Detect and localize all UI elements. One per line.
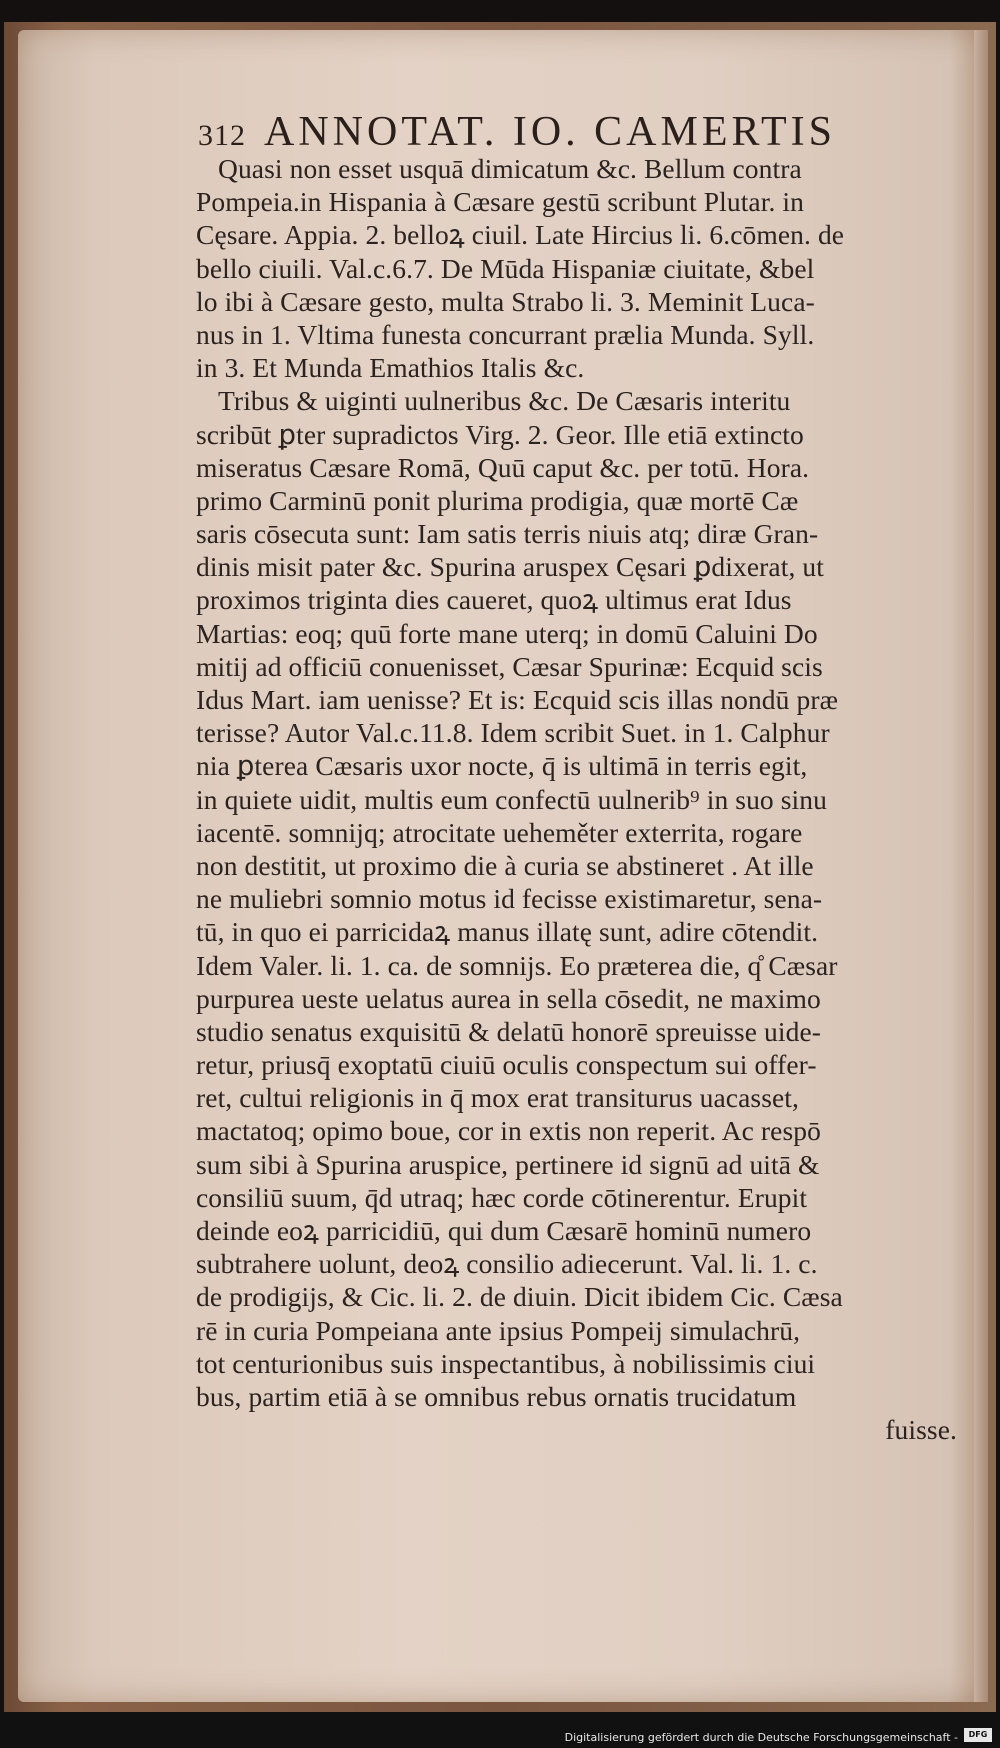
text-line: in 3. Et Munda Emathios Italis &c. <box>196 352 585 384</box>
text-line: terisse? Autor Val.c.11.8. Idem scribit Suet. in 1. Calphur <box>196 717 830 749</box>
text-line: ne muliebri somnio motus id fecisse existimaretur, sena- <box>196 883 823 915</box>
text-line: Idem Valer. li. 1. ca. de somnijs. Eo præterea die, q̊ Cæsar <box>196 949 838 981</box>
text-line: mactatoq; opimo boue, cor in extis non reperit. Ac respō <box>196 1115 821 1147</box>
digitization-footer <box>0 1712 1000 1748</box>
text-line: primo Carminū ponit plurima prodigia, quæ mortē Cæ <box>196 484 799 516</box>
text-line: deinde eoꝝ parricidiū, qui dum Cæsarē hominū numero <box>196 1215 812 1246</box>
text-line: nia ꝑterea Cæsaris uxor nocte, q̄ is ultimā in terris egit, <box>196 750 808 782</box>
text-line: lo ibi à Cæsare gesto, multa Strabo li. 3. Meminit Luca- <box>196 285 815 317</box>
text-line: Pompeia.in Hispania à Cæsare gestū scribunt Plutar. in <box>196 186 805 218</box>
text-line: ret, cultui religionis in q̄ mox erat transiturus uacasset, <box>196 1082 800 1114</box>
text-line: rē in curia Pompeiana ante ipsius Pompeij simulachrū, <box>196 1314 801 1346</box>
page-edge <box>974 30 988 1702</box>
text-line: Martias: eoq; quū forte mane uterq; in domū Caluini Do <box>196 617 818 649</box>
text-line: retur, priusq̄ exoptatū ciuiū oculis conspectum sui offer- <box>196 1049 817 1081</box>
text-line: bus, partim etiā à se omnibus rebus ornatis trucidatum <box>196 1380 797 1412</box>
text-line: subtrahere uolunt, deoꝝ consilio adiecerunt. Val. li. 1. c. <box>196 1248 818 1280</box>
text-line: purpurea ueste uelatus aurea in sella cōsedit, ne maximo <box>196 982 821 1014</box>
text-line: Cęsare. Appia. 2. belloꝝ ciuil. Late Hircius li. 6.cōmen. de <box>196 219 845 251</box>
text-line: studio senatus exquisitū & delatū honorē spreuisse uide- <box>196 1015 822 1047</box>
text-line: in quiete uidit, multis eum confectū uulnerib⁹ in suo sinu <box>196 783 827 815</box>
text-line: saris cōsecuta sunt: Iam satis terris niuis atq; diræ Gran- <box>196 518 819 550</box>
text-line: Tribus & uiginti uulneribus &c. De Cæsaris interitu <box>218 385 791 417</box>
text-line: de prodigijs, & Cic. li. 2. de diuin. Dicit ibidem Cic. Cæsa <box>196 1281 843 1313</box>
text-line: non destitit, ut proximo die à curia se abstineret . At ille <box>196 849 814 881</box>
page-number: 312 <box>198 119 246 152</box>
text-line: scribūt ꝑter supradictos Virg. 2. Geor. Ille etiā extincto <box>196 418 804 450</box>
text-line: dinis misit pater &c. Spurina aruspex Cęsari ꝑdixerat, ut <box>196 551 825 583</box>
text-line: tot centurionibus suis inspectantibus, à nobilissimis ciui <box>196 1347 816 1379</box>
text-line: proximos triginta dies caueret, quoꝝ ultimus erat Idus <box>196 584 792 616</box>
text-line: iacentē. somnijq; atrocitate ueheměter exterrita, rogare <box>196 816 803 848</box>
text-line: mitij ad officiū conuenisset, Cæsar Spurinæ: Ecquid scis <box>196 650 823 682</box>
text-line: sum sibi à Spurina aruspice, pertinere id signū ad uitā & <box>196 1148 820 1180</box>
body-text <box>196 152 961 1446</box>
funding-notice: Digitalisierung gefördert durch die Deutsche Forschungsgemeinschaft - <box>564 1731 958 1744</box>
page-header <box>198 108 878 156</box>
text-line: miseratus Cæsare Romā, Quū caput &c. per totū. Hora. <box>196 451 810 483</box>
text-line: tū, in quo ei parricidaꝝ manus illatę sunt, adire cōtendit. <box>196 916 819 948</box>
text-line: Quasi non esset usquā dimicatum &c. Bellum contra <box>218 153 802 184</box>
running-title: ANNOTAT. IO. CAMERTIS <box>264 109 836 155</box>
dfg-logo: DFG <box>964 1728 992 1742</box>
text-line: nus in 1. Vltima funesta concurrant prælia Munda. Syll. <box>196 318 815 350</box>
text-line: consiliū suum, q̄d utraq; hæc corde cōtinerentur. Erupit <box>196 1181 808 1213</box>
text-line: Idus Mart. iam uenisse? Et is: Ecquid scis illas nondū præ <box>196 684 839 715</box>
text-line: bello ciuili. Val.c.6.7. De Mūda Hispaniæ ciuitate, &bel <box>196 252 815 284</box>
text-line: fuisse. <box>885 1414 957 1446</box>
